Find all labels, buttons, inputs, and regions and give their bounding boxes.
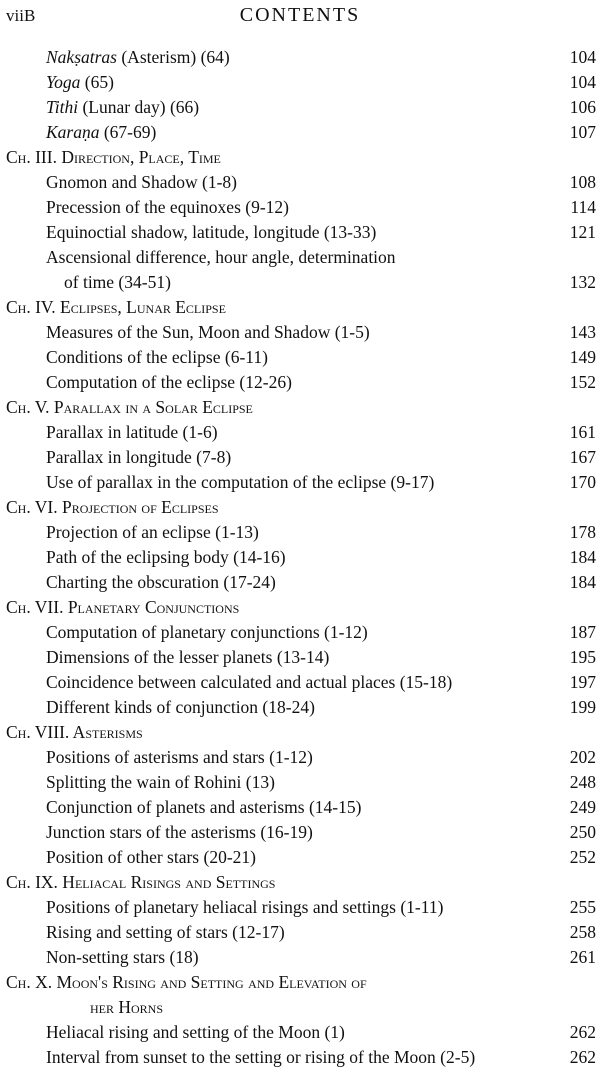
entry-page-number: 104 — [569, 72, 596, 92]
toc-entry — [0, 620, 600, 645]
toc-entry — [0, 795, 600, 820]
entry-page-number: 199 — [569, 697, 596, 717]
toc-entry — [0, 1045, 600, 1070]
chapter-heading — [0, 595, 600, 620]
entry-page-number: 143 — [569, 322, 596, 342]
entry-title — [46, 1020, 510, 1045]
chapter-title — [6, 495, 510, 520]
entry-page-number: 178 — [569, 522, 596, 542]
entry-text: Charting the obscuration (17-24) — [46, 572, 276, 592]
entry-text: Gnomon and Shadow (1-8) — [46, 172, 238, 192]
toc-entry — [0, 170, 600, 195]
toc-entry — [0, 245, 600, 295]
chapter-title — [6, 870, 510, 895]
entry-title — [46, 795, 510, 820]
entry-text: Precession of the equinoxes (9-12) — [46, 197, 289, 217]
toc-entry — [0, 470, 600, 495]
toc-entry — [0, 670, 600, 695]
entry-title — [46, 820, 510, 845]
entry-page-number: 167 — [569, 447, 596, 467]
toc-entry — [0, 770, 600, 795]
entry-text: Junction stars of the asterisms (16-19) — [46, 822, 313, 842]
toc-entry — [0, 445, 600, 470]
entry-title — [46, 545, 510, 570]
page-title: CONTENTS — [239, 4, 361, 26]
entry-page-number: 121 — [569, 222, 596, 242]
entry-text: Use of parallax in the computation of the eclipse (9-17) — [46, 472, 435, 492]
entry-text: Positions of planetary heliacal risings and settings (1-11) — [46, 897, 444, 917]
chapter-heading — [0, 870, 600, 895]
entry-title — [46, 645, 510, 670]
entry-title — [46, 95, 510, 120]
entry-text: (67-69) — [99, 122, 157, 142]
entry-page-number: 262 — [569, 1047, 596, 1067]
chapter-title — [6, 295, 510, 320]
toc-entry — [0, 545, 600, 570]
entry-text: Measures of the Sun, Moon and Shadow (1-5) — [46, 322, 370, 342]
entry-title — [46, 945, 510, 970]
toc-entry — [0, 520, 600, 545]
entry-page-number: 252 — [569, 847, 596, 867]
toc-entry — [0, 570, 600, 595]
entry-page-number: 106 — [569, 97, 596, 117]
chapter-title — [6, 395, 510, 420]
entry-title — [46, 845, 510, 870]
toc-entry — [0, 220, 600, 245]
entry-text: Splitting the wain of Rohini (13) — [46, 772, 275, 792]
entry-text: Ch. VIII. Asterisms — [6, 722, 143, 742]
entry-text: Non-setting stars (18) — [46, 947, 199, 967]
toc-entry — [0, 745, 600, 770]
entry-text: Parallax in longitude (7-8) — [46, 447, 232, 467]
entry-page-number: 248 — [569, 772, 596, 792]
entry-text: Ascensional difference, hour angle, determination — [46, 247, 396, 267]
entry-title — [46, 520, 510, 545]
entry-page-number: 184 — [569, 547, 596, 567]
entry-page-number: 262 — [569, 1022, 596, 1042]
chapter-title — [6, 720, 510, 745]
entry-title — [46, 470, 510, 495]
entry-text: Ch. III. Direction, Place, Time — [6, 147, 221, 167]
entry-page-number: 114 — [570, 197, 596, 217]
entry-text: Ch. IV. Eclipses, Lunar Eclipse — [6, 297, 226, 317]
entry-page-number: 197 — [569, 672, 596, 692]
entry-text: (Lunar day) (66) — [78, 97, 200, 117]
entry-page-number: 249 — [569, 797, 596, 817]
toc-entry — [0, 895, 600, 920]
entry-title — [46, 745, 510, 770]
entry-text: Positions of asterisms and stars (1-12) — [46, 747, 313, 767]
entry-text: Ch. VII. Planetary Conjunctions — [6, 597, 240, 617]
entry-page-number: 184 — [569, 572, 596, 592]
chapter-heading — [0, 145, 600, 170]
entry-page-number: 107 — [569, 122, 596, 142]
entry-page-number: 250 — [569, 822, 596, 842]
entry-page-number: 195 — [569, 647, 596, 667]
chapter-heading — [0, 295, 600, 320]
entry-title — [46, 170, 510, 195]
entry-page-number: 161 — [569, 422, 596, 442]
entry-title — [46, 420, 510, 445]
entry-continuation: her Horns — [90, 997, 164, 1017]
toc-entry — [0, 845, 600, 870]
entry-text: Conditions of the eclipse (6-11) — [46, 347, 268, 367]
entry-term: Yoga — [46, 72, 81, 92]
entry-page-number: 108 — [569, 172, 596, 192]
page-header — [0, 4, 600, 28]
toc-entry — [0, 820, 600, 845]
entry-text: Ch. VI. Projection of Eclipses — [6, 497, 219, 517]
toc-entry — [0, 920, 600, 945]
entry-text: Projection of an eclipse (1-13) — [46, 522, 259, 542]
entry-text: Dimensions of the lesser planets (13-14) — [46, 647, 330, 667]
entry-text: Conjunction of planets and asterisms (14-15) — [46, 797, 362, 817]
page-number-label: viiB — [6, 6, 36, 25]
entry-title — [46, 570, 510, 595]
entry-title — [46, 445, 510, 470]
entry-title — [46, 220, 510, 245]
toc-entry — [0, 645, 600, 670]
entry-page-number: 149 — [569, 347, 596, 367]
table-of-contents — [0, 45, 600, 1070]
entry-text: Computation of the eclipse (12-26) — [46, 372, 292, 392]
entry-page-number: 258 — [569, 922, 596, 942]
toc-entry — [0, 70, 600, 95]
entry-text: Position of other stars (20-21) — [46, 847, 256, 867]
toc-entry — [0, 95, 600, 120]
entry-title — [46, 120, 510, 145]
entry-text: Ch. IX. Heliacal Risings and Settings — [6, 872, 276, 892]
toc-entry — [0, 345, 600, 370]
entry-title — [46, 920, 510, 945]
entry-text: Different kinds of conjunction (18-24) — [46, 697, 315, 717]
toc-entry — [0, 120, 600, 145]
toc-entry — [0, 45, 600, 70]
entry-text: Interval from sunset to the setting or rising of the Moon (2-5) — [46, 1047, 476, 1067]
entry-page-number: 255 — [569, 897, 596, 917]
entry-title — [46, 695, 510, 720]
chapter-heading — [0, 395, 600, 420]
entry-text: Parallax in latitude (1-6) — [46, 422, 218, 442]
entry-title — [46, 320, 510, 345]
entry-text: Coincidence between calculated and actual places (15-18) — [46, 672, 453, 692]
toc-entry — [0, 370, 600, 395]
entry-title — [46, 45, 510, 70]
entry-text: (65) — [80, 72, 114, 92]
entry-text: Ch. X. Moon's Rising and Setting and Elevation of — [6, 972, 367, 992]
entry-title — [46, 195, 510, 220]
entry-title — [46, 770, 510, 795]
entry-page-number: 104 — [569, 47, 596, 67]
entry-text: Path of the eclipsing body (14-16) — [46, 547, 286, 567]
entry-term: Tithi — [46, 97, 79, 117]
entry-text: Equinoctial shadow, latitude, longitude (13-33) — [46, 222, 377, 242]
entry-page-number: 170 — [569, 472, 596, 492]
toc-entry — [0, 420, 600, 445]
entry-title — [46, 345, 510, 370]
entry-term: Karaṇa — [46, 122, 100, 142]
toc-entry — [0, 195, 600, 220]
entry-term: Nakṣatras — [46, 47, 117, 67]
entry-text: Computation of planetary conjunctions (1-12) — [46, 622, 368, 642]
entry-title — [46, 370, 510, 395]
chapter-title — [6, 970, 510, 1020]
chapter-heading — [0, 720, 600, 745]
toc-entry — [0, 695, 600, 720]
chapter-heading — [0, 495, 600, 520]
entry-continuation: of time (34-51) — [64, 272, 171, 292]
entry-page-number: 202 — [569, 747, 596, 767]
entry-title — [46, 70, 510, 95]
entry-page-number: 261 — [569, 947, 596, 967]
entry-title — [46, 895, 510, 920]
chapter-title — [6, 595, 510, 620]
entry-text: Heliacal rising and setting of the Moon (1) — [46, 1022, 345, 1042]
toc-entry — [0, 945, 600, 970]
entry-text: (Asterism) (64) — [116, 47, 230, 67]
entry-title — [46, 245, 510, 295]
entry-page-number: 152 — [569, 372, 596, 392]
toc-entry — [0, 1020, 600, 1045]
toc-entry — [0, 320, 600, 345]
entry-title — [46, 670, 510, 695]
entry-title — [46, 620, 510, 645]
entry-page-number: 187 — [569, 622, 596, 642]
entry-text: Ch. V. Parallax in a Solar Eclipse — [6, 397, 253, 417]
entry-title — [46, 1045, 510, 1070]
chapter-title — [6, 145, 510, 170]
entry-text: Rising and setting of stars (12-17) — [46, 922, 285, 942]
entry-page-number: 132 — [569, 272, 596, 292]
chapter-heading — [0, 970, 600, 1020]
